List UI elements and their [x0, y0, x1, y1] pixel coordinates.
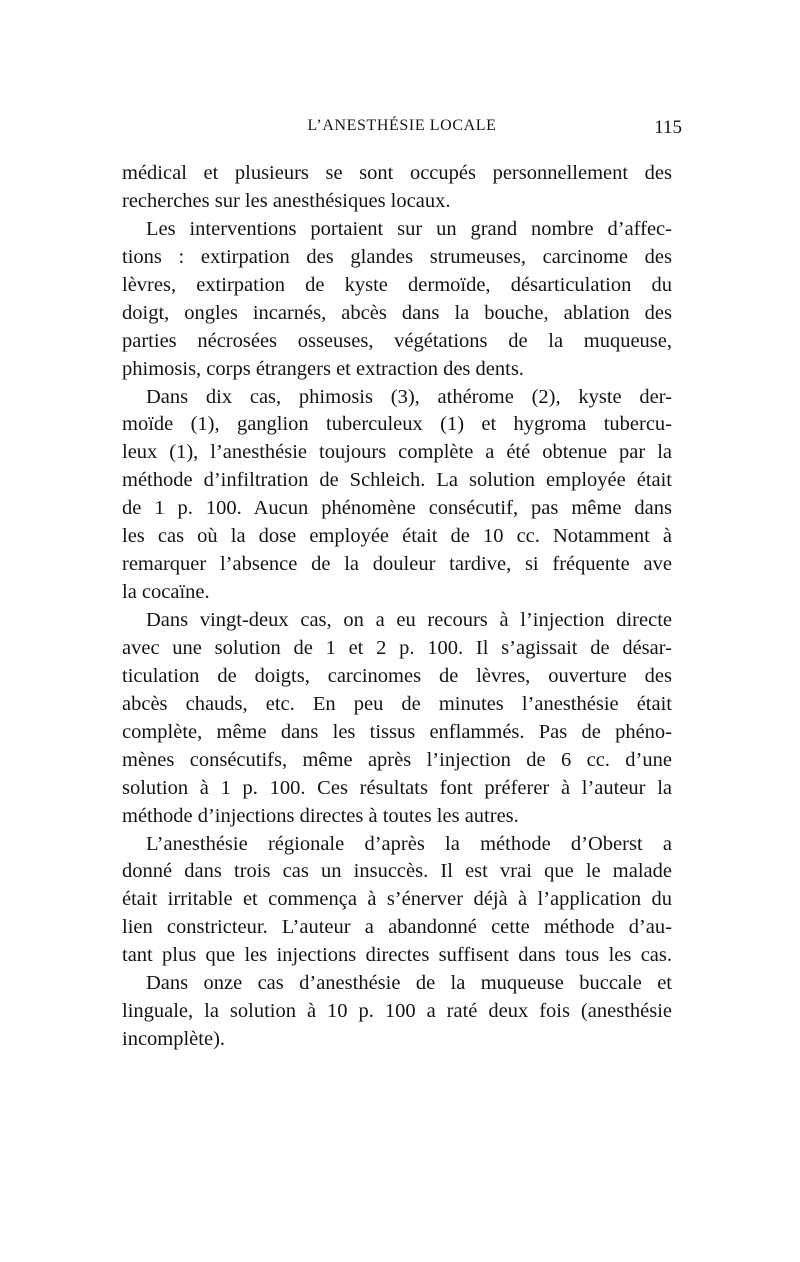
paragraph-2: [122, 216, 672, 384]
text-line: de 1 p. 100. Aucun phénomène consécutif, pas même dans: [122, 497, 672, 520]
text-line: était irritable et commença à s’énerver déjà à l’application du: [122, 888, 672, 911]
text-line: avec une solution de 1 et 2 p. 100. Il s’agissait de désar-: [122, 636, 672, 659]
text-line: mènes consécutifs, même après l’injection de 6 cc. d’une: [122, 748, 672, 771]
text-line: solution à 1 p. 100. Ces résultats font préferer à l’auteur la: [122, 776, 672, 799]
text-line: leux (1), l’anesthésie toujours complète a été obtenue par la: [122, 441, 672, 464]
text-line: lien constricteur. L’auteur a abandonné cette méthode d’au-: [122, 916, 672, 939]
text-line: incomplète).: [122, 1028, 226, 1051]
text-line: doigt, ongles incarnés, abcès dans la bouche, ablation des: [122, 301, 672, 324]
text-line: ticulation de doigts, carcinomes de lèvres, ouverture des: [122, 664, 672, 687]
text-line: abcès chauds, etc. En peu de minutes l’anesthésie était: [122, 692, 672, 715]
running-title: L’ANESTHÉSIE LOCALE: [307, 117, 497, 134]
body-text: [122, 160, 672, 1054]
page-number: 115: [654, 117, 682, 138]
text-line: parties nécrosées osseuses, végétations de la muqueuse,: [122, 329, 672, 352]
text-line: médical et plusieurs se sont occupés personnellement des: [122, 162, 672, 184]
text-line: Dans onze cas d’anesthésie de la muqueuse buccale et: [146, 972, 672, 995]
text-line: méthode d’injections directes à toutes les autres.: [122, 804, 519, 827]
text-line: Les interventions portaient sur un grand nombre d’affec-: [146, 217, 672, 240]
text-line: Dans vingt-deux cas, on a eu recours à l’injection directe: [146, 609, 672, 631]
paragraph-3: [122, 384, 672, 608]
text-line: la cocaïne.: [122, 581, 210, 604]
paragraph-5: [122, 831, 672, 971]
text-line: lèvres, extirpation de kyste dermoïde, désarticulation du: [122, 273, 672, 296]
text-line: méthode d’infiltration de Schleich. La solution employée était: [122, 469, 672, 492]
text-line: tant plus que les injections directes suffisent dans tous les cas.: [122, 944, 672, 967]
text-line: recherches sur les anesthésiques locaux.: [122, 189, 451, 212]
text-line: linguale, la solution à 10 p. 100 a raté deux fois (anesthésie: [122, 1000, 672, 1023]
paragraph-1: [122, 160, 672, 216]
running-head: [122, 117, 682, 141]
text-line: tions : extirpation des glandes strumeuses, carcinome des: [122, 245, 672, 268]
text-line: complète, même dans les tissus enflammés. Pas de phéno-: [122, 720, 672, 743]
text-line: les cas où la dose employée était de 10 cc. Notamment à: [122, 525, 672, 548]
text-line: L’anesthésie régionale d’après la méthode d’Oberst a: [146, 832, 672, 855]
text-line: donné dans trois cas un insuccès. Il est vrai que le malade: [122, 860, 672, 883]
paragraph-6: [122, 970, 672, 1054]
text-line: phimosis, corps étrangers et extraction des dents.: [122, 357, 524, 380]
text-line: moïde (1), ganglion tuberculeux (1) et hygroma tubercu-: [122, 413, 672, 436]
paragraph-4: [122, 607, 672, 831]
text-line: Dans dix cas, phimosis (3), athérome (2), kyste der-: [146, 385, 672, 408]
text-line: remarquer l’absence de la douleur tardive, si fréquente ave: [122, 553, 672, 576]
